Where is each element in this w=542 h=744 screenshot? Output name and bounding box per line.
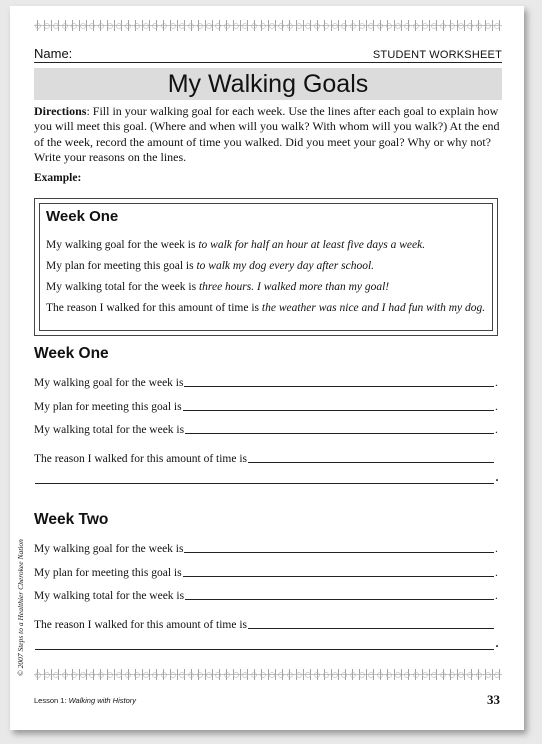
prompt-label: My plan for meeting this goal is	[34, 567, 182, 579]
week-two-heading: Week Two	[34, 511, 109, 528]
decorative-top-border	[34, 20, 502, 31]
example-answer: to walk my dog every day after school.	[196, 260, 375, 272]
week-two-total-row	[34, 588, 499, 602]
end-mark: .	[495, 567, 498, 579]
example-inner-frame	[39, 203, 493, 331]
lesson-title: Walking with History	[68, 696, 136, 705]
prompt-label: My plan for meeting this goal is	[34, 401, 182, 413]
week-one-goal-answer-line[interactable]	[184, 385, 494, 387]
week-two-reason-answer-line[interactable]	[248, 627, 494, 629]
week-one-reason-answer-line[interactable]	[248, 461, 494, 463]
example-prefix: My walking total for the week is	[46, 281, 199, 293]
prompt-label: My walking total for the week is	[34, 424, 185, 436]
end-mark: .	[495, 468, 499, 485]
end-mark: .	[495, 543, 498, 555]
example-line-plan	[46, 259, 488, 275]
end-mark: .	[495, 590, 498, 602]
example-prefix: My plan for meeting this goal is	[46, 260, 197, 272]
name-row	[34, 45, 502, 63]
week-one-plan-answer-line[interactable]	[183, 409, 494, 411]
week-two-goal-row	[34, 541, 499, 555]
prompt-label: My walking total for the week is	[34, 590, 185, 602]
example-line-goal	[46, 238, 488, 254]
page-number: 33	[487, 692, 500, 707]
name-label: Name:	[34, 46, 73, 61]
week-two-plan-row	[34, 565, 499, 579]
week-two-total-answer-line[interactable]	[185, 598, 494, 600]
worksheet-label: STUDENT WORKSHEET	[372, 49, 502, 61]
directions	[34, 104, 504, 165]
example-box	[34, 198, 498, 336]
directions-text: : Fill in your walking goal for each week. Use the lines after each goal to explain how you will meet this goal. (Where and when will you walk? With whom will you walk?) At the end of the week, record the amount of time you walked. Did you meet your goal? Why or why not? Write your reasons on the lines.	[34, 104, 500, 164]
end-mark: .	[495, 401, 498, 413]
example-line-reason	[46, 301, 488, 317]
week-one-reason-continuation-row	[34, 468, 499, 486]
week-two-reason-continuation-row	[34, 634, 499, 652]
title-bar	[34, 68, 502, 100]
prompt-label: My walking goal for the week is	[34, 543, 184, 555]
example-prefix: My walking goal for the week is	[46, 239, 199, 251]
week-one-goal-row	[34, 375, 499, 389]
week-two-reason-row	[34, 617, 499, 631]
prompt-label: The reason I walked for this amount of time is	[34, 619, 248, 631]
end-mark: .	[495, 634, 499, 651]
directions-label: Directions	[34, 104, 87, 118]
example-answer: to walk for half an hour at least five days a week.	[198, 239, 426, 251]
page-title: My Walking Goals	[167, 70, 369, 98]
week-one-reason-continuation-line[interactable]	[35, 482, 494, 484]
week-one-total-answer-line[interactable]	[185, 432, 494, 434]
copyright-credit: © 2007 Steps to a Healthier Cherokee Nation	[16, 539, 25, 676]
week-two-goal-answer-line[interactable]	[184, 551, 494, 553]
week-one-heading: Week One	[34, 345, 109, 362]
decorative-bottom-border	[34, 669, 502, 680]
lesson-prefix: Lesson 1:	[34, 696, 69, 705]
week-two-reason-continuation-line[interactable]	[35, 648, 494, 650]
lesson-footer	[34, 696, 136, 705]
example-label: Example:	[34, 172, 82, 184]
example-line-total	[46, 280, 488, 296]
worksheet-page	[10, 6, 524, 730]
prompt-label: My walking goal for the week is	[34, 377, 184, 389]
end-mark: .	[495, 424, 498, 436]
example-answer: the weather was nice and I had fun with my dog.	[261, 302, 486, 314]
week-two-plan-answer-line[interactable]	[183, 575, 494, 577]
example-heading: Week One	[46, 208, 119, 225]
week-one-plan-row	[34, 399, 499, 413]
example-answer: three hours. I walked more than my goal!	[198, 281, 390, 293]
example-prefix: The reason I walked for this amount of time is	[46, 302, 262, 314]
week-one-total-row	[34, 422, 499, 436]
week-one-reason-row	[34, 451, 499, 465]
end-mark: .	[495, 377, 498, 389]
prompt-label: The reason I walked for this amount of time is	[34, 453, 248, 465]
